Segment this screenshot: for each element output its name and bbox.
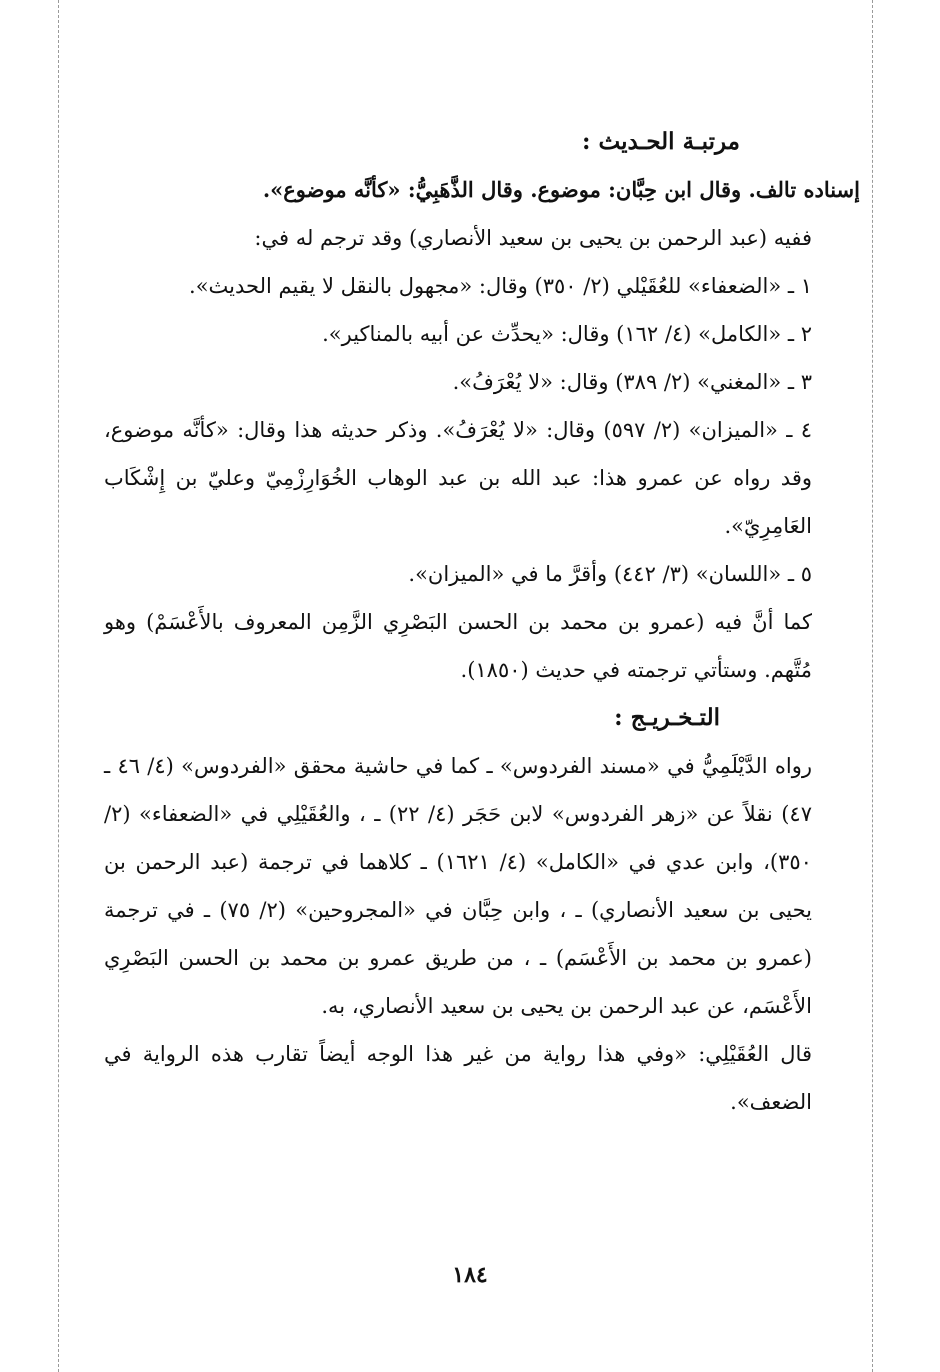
reference-item-2: ٢ ـ «الكامل» (٤/ ١٦٢) وقال: «يحدِّث عن أبيه بالمناكير». [322, 322, 812, 346]
uqayli-quote: قال العُقَيْلِي: «وفي هذا رواية من غير هذا الوجه أيضاً تقارب هذه الرواية في الضعف». [104, 1042, 812, 1114]
reference-item-1: ١ ـ «الضعفاء» للعُقَيْلي (٢/ ٣٥٠) وقال: «مجهول بالنقل لا يقيم الحديث». [189, 274, 812, 298]
narrator-intro: ففيه (عبد الرحمن بن يحيى بن سعيد الأنصاري) وقد ترجم له في: [254, 226, 812, 250]
grade-statement: إسناده تالف. وقال ابن حِبَّان: موضوع. وقال الذَّهَبِيُّ: «كأنَّه موضوع». [262, 177, 860, 202]
reference-item-5: ٥ ـ «اللسان» (٣/ ٤٤٢) وأقرَّ ما في «الميزان». [408, 562, 812, 586]
narrator-closing: كما أنَّ فيه (عمرو بن محمد بن الحسن البَصْرِي الزَّمِن المعروف بالأَعْسَمْ) وهو مُتَّهم. وستأتي ترجمته في حديث (١٨٥٠). [104, 610, 812, 682]
reference-item-4: ٤ ـ «الميزان» (٢/ ٥٩٧) وقال: «لا يُعْرَفُ». وذكر حديثه هذا وقال: «كأنَّه موضوع، وقد رواه عن عمرو هذا: عبد الله بن عبد الوهاب الخُوَارِزْمِيّ وعليّ بن إِشْكَاب العَامِرِيّ». [104, 418, 812, 538]
page-number: ١٨٤ [452, 1262, 488, 1288]
reference-item-3: ٣ ـ «المغني» (٢/ ٣٨٩) وقال: «لا يُعْرَفُ». [452, 370, 812, 394]
hadith-grade-heading: مرتبـة الحـديث : [582, 128, 740, 155]
takhrij-heading: التـخـريـج : [614, 704, 720, 731]
margin-guide-left [58, 0, 59, 1372]
takhrij-paragraph: رواه الدَّيْلَمِيُّ في «مسند الفردوس» ـ كما في حاشية محقق «الفردوس» (٤/ ٤٦ ـ ٤٧) نقلاً عن «زهر الفردوس» لابن حَجَر (٤/ ٢٢) ـ ، والعُقَيْلِي في «الضعفاء» (٢/ ٣٥٠)، وابن عدي في «الكامل» (٤/ ١٦٢١) ـ كلاهما في ترجمة (عبد الرحمن بن يحيى بن سعيد الأنصاري) ـ ، وابن حِبَّان في «المجروحين» (٢/ ٧٥) ـ في ترجمة (عمرو بن محمد بن الأَعْسَم) ـ ، من طريق عمرو بن محمد بن الحسن البَصْرِي الأَعْسَم، عن عبد الرحمن بن يحيى بن سعيد الأنصاري، به. [104, 754, 812, 1018]
margin-guide-right [872, 0, 873, 1372]
text-column [104, 118, 860, 1126]
